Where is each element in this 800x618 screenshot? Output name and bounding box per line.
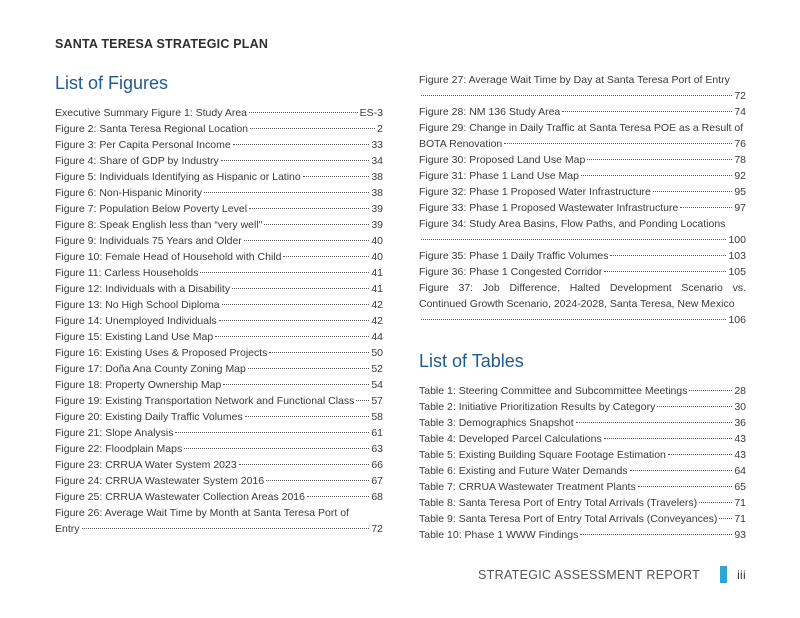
toc-entry-page: 43 <box>734 433 746 445</box>
toc-entry-page: 103 <box>728 250 746 262</box>
toc-entry-page: 105 <box>728 266 746 278</box>
toc-entry-page: 65 <box>734 481 746 493</box>
toc-entry-page: 2 <box>377 123 383 135</box>
dot-leader <box>222 304 370 305</box>
toc-entry[interactable] <box>55 329 383 345</box>
page-number: iii <box>737 567 746 582</box>
dot-leader <box>580 534 732 535</box>
toc-entry-label: Table 6: Existing and Future Water Demands <box>419 465 628 477</box>
toc-entry-page: 58 <box>371 411 383 423</box>
dot-leader <box>250 128 375 129</box>
dot-leader <box>245 416 370 417</box>
toc-entry-label: Figure 36: Phase 1 Congested Corridor <box>419 266 603 278</box>
dot-leader <box>264 224 369 225</box>
toc-entry-page: 54 <box>371 379 383 391</box>
dot-leader <box>200 272 369 273</box>
dot-leader <box>587 159 732 160</box>
dot-leader <box>266 480 369 481</box>
toc-entry-page: 57 <box>371 395 383 407</box>
toc-entry[interactable] <box>55 233 383 249</box>
dot-leader <box>668 454 732 455</box>
toc-entry-label: Table 5: Existing Building Square Footage Estimation <box>419 449 666 461</box>
toc-entry-continuation <box>419 232 746 248</box>
toc-entry[interactable] <box>55 169 383 185</box>
toc-entry-page: 72 <box>734 90 746 102</box>
toc-entry[interactable] <box>55 121 383 137</box>
toc-entry[interactable] <box>55 313 383 329</box>
tables-heading: List of Tables <box>419 351 524 371</box>
dot-leader <box>184 448 369 449</box>
dot-leader <box>175 432 369 433</box>
toc-entry[interactable] <box>419 72 746 104</box>
toc-entry[interactable] <box>419 383 746 399</box>
toc-entry[interactable] <box>419 527 746 543</box>
dot-leader <box>504 143 732 144</box>
toc-entry-page: 72 <box>371 523 383 535</box>
toc-entry-label: Figure 24: CRRUA Wastewater System 2016 <box>55 475 265 487</box>
dot-leader <box>610 255 726 256</box>
toc-entry-label: Figure 31: Phase 1 Land Use Map <box>419 170 579 182</box>
dot-leader <box>219 320 370 321</box>
toc-entry-page: 36 <box>734 417 746 429</box>
toc-entry-label: Figure 13: No High School Diploma <box>55 299 220 311</box>
toc-entry-label: Figure 18: Property Ownership Map <box>55 379 222 391</box>
toc-entry-label: Table 7: CRRUA Wastewater Treatment Plants <box>419 481 636 493</box>
toc-entry[interactable] <box>55 473 383 489</box>
toc-entry[interactable] <box>55 185 383 201</box>
toc-entry-page: 41 <box>371 283 383 295</box>
dot-leader <box>283 256 369 257</box>
toc-entry[interactable] <box>419 248 746 264</box>
dot-leader <box>421 239 726 240</box>
toc-entry-continuation <box>419 136 746 152</box>
dot-leader <box>653 191 732 192</box>
figures-list <box>55 105 383 537</box>
toc-entry-page: 71 <box>734 497 746 509</box>
toc-entry-page: 44 <box>371 331 383 343</box>
toc-entry-label: Figure 32: Phase 1 Proposed Water Infrastructure <box>419 186 651 198</box>
toc-entry-label: Figure 35: Phase 1 Daily Traffic Volumes <box>419 250 609 262</box>
toc-entry-continuation <box>55 521 383 537</box>
dot-leader <box>680 207 732 208</box>
toc-entry-label: Executive Summary Figure 1: Study Area <box>55 107 247 119</box>
toc-entry[interactable] <box>419 216 746 248</box>
toc-entry-page: 40 <box>371 235 383 247</box>
dot-leader <box>581 175 732 176</box>
toc-entry-label: Table 4: Developed Parcel Calculations <box>419 433 602 445</box>
toc-entry-page: 61 <box>371 427 383 439</box>
dot-leader <box>239 464 370 465</box>
toc-entry[interactable] <box>55 265 383 281</box>
toc-entry-label: Figure 11: Carless Households <box>55 267 199 279</box>
toc-entry-label: Figure 25: CRRUA Wastewater Collection Areas 2016 <box>55 491 305 503</box>
toc-entry-page: 78 <box>734 154 746 166</box>
toc-entry[interactable] <box>419 184 746 200</box>
toc-entry[interactable] <box>419 479 746 495</box>
toc-entry[interactable] <box>419 264 746 280</box>
toc-entry[interactable] <box>55 105 383 121</box>
dot-leader <box>82 528 370 529</box>
page-footer <box>478 566 746 583</box>
toc-entry[interactable] <box>419 431 746 447</box>
toc-entry[interactable] <box>419 120 746 152</box>
dot-leader <box>215 336 369 337</box>
dot-leader <box>638 486 733 487</box>
toc-entry[interactable] <box>419 447 746 463</box>
toc-entry-label: Figure 33: Phase 1 Proposed Wastewater Infrastructure <box>419 202 679 214</box>
tables-list <box>419 383 746 543</box>
toc-entry-page: 63 <box>371 443 383 455</box>
toc-entry[interactable] <box>419 415 746 431</box>
toc-entry[interactable] <box>55 281 383 297</box>
dot-leader <box>244 240 370 241</box>
dot-leader <box>232 288 369 289</box>
toc-entry[interactable] <box>419 495 746 511</box>
toc-entry[interactable] <box>419 152 746 168</box>
dot-leader <box>269 352 369 353</box>
toc-entry[interactable] <box>55 217 383 233</box>
toc-entry-page: 66 <box>371 459 383 471</box>
toc-entry-page: 40 <box>371 251 383 263</box>
toc-entry-page: 50 <box>371 347 383 359</box>
toc-entry[interactable] <box>55 137 383 153</box>
toc-entry-label: Figure 28: NM 136 Study Area <box>419 106 561 118</box>
toc-entry-label: Table 10: Phase 1 WWW Findings <box>419 529 579 541</box>
toc-entry-label: Figure 9: Individuals 75 Years and Older <box>55 235 242 247</box>
toc-entry-page: 74 <box>734 106 746 118</box>
toc-entry-label: Figure 4: Share of GDP by Industry <box>55 155 219 167</box>
toc-entry-page: 68 <box>371 491 383 503</box>
dot-leader <box>248 368 369 369</box>
toc-entry-label-cont: BOTA Renovation <box>419 138 503 150</box>
toc-entry-label: Figure 37: Job Difference, Halted Development Scenario vs. Continued Growth Scenario, 2024-2028, Santa Teresa, New Mexico <box>419 282 746 310</box>
toc-entry-label: Figure 27: Average Wait Time by Day at Santa Teresa Port of Entry <box>419 74 730 86</box>
toc-entry[interactable] <box>419 104 746 120</box>
dot-leader <box>223 384 369 385</box>
dot-leader <box>630 470 733 471</box>
toc-entry[interactable] <box>55 409 383 425</box>
toc-entry[interactable] <box>55 153 383 169</box>
toc-entry-label: Figure 15: Existing Land Use Map <box>55 331 214 343</box>
toc-entry[interactable] <box>419 168 746 184</box>
toc-entry[interactable] <box>55 505 383 537</box>
toc-entry-page: 38 <box>371 187 383 199</box>
toc-entry-page: 28 <box>734 385 746 397</box>
toc-entry-page: 41 <box>371 267 383 279</box>
toc-entry-page: 71 <box>734 513 746 525</box>
dot-leader <box>576 422 733 423</box>
toc-entry-page: 42 <box>371 299 383 311</box>
toc-entry-page: 100 <box>728 234 746 246</box>
toc-entry-continuation <box>419 88 746 104</box>
figures-heading: List of Figures <box>55 73 169 93</box>
toc-entry-page: 64 <box>734 465 746 477</box>
toc-entry[interactable] <box>419 280 746 328</box>
right-column <box>419 72 746 543</box>
dot-leader <box>719 518 732 519</box>
dot-leader <box>303 176 370 177</box>
toc-entry-label: Figure 26: Average Wait Time by Month at Santa Teresa Port of <box>55 507 349 519</box>
toc-entry-label: Figure 5: Individuals Identifying as Hispanic or Latino <box>55 171 301 183</box>
toc-entry[interactable] <box>419 399 746 415</box>
toc-entry-label: Table 2: Initiative Prioritization Results by Category <box>419 401 656 413</box>
toc-entry-page: 76 <box>734 138 746 150</box>
toc-entry-label: Figure 22: Floodplain Maps <box>55 443 183 455</box>
footer-accent-bar <box>720 566 727 583</box>
toc-entry[interactable] <box>55 361 383 377</box>
toc-entry-label-cont: Entry <box>55 523 80 535</box>
toc-entry-label: Figure 6: Non-Hispanic Minority <box>55 187 203 199</box>
toc-entry[interactable] <box>55 441 383 457</box>
toc-entry-page: 39 <box>371 203 383 215</box>
toc-entry-page: 30 <box>734 401 746 413</box>
toc-entry[interactable] <box>55 393 383 409</box>
toc-entry-label: Table 9: Santa Teresa Port of Entry Total Arrivals (Conveyances) <box>419 513 718 525</box>
dot-leader <box>699 502 732 503</box>
left-column <box>55 72 383 537</box>
toc-entry[interactable] <box>55 201 383 217</box>
dot-leader <box>689 390 732 391</box>
dot-leader <box>562 111 732 112</box>
toc-entry[interactable] <box>55 377 383 393</box>
toc-entry-continuation <box>419 312 746 328</box>
toc-entry-label: Table 1: Steering Committee and Subcommittee Meetings <box>419 385 688 397</box>
toc-entry-label: Figure 12: Individuals with a Disability <box>55 283 231 295</box>
dot-leader <box>249 208 369 209</box>
toc-entry-label: Figure 30: Proposed Land Use Map <box>419 154 586 166</box>
dot-leader <box>249 112 358 113</box>
toc-entry-page: 39 <box>371 219 383 231</box>
toc-entry-label: Figure 19: Existing Transportation Network and Functional Class <box>55 395 355 407</box>
toc-entry[interactable] <box>55 489 383 505</box>
dot-leader <box>604 271 726 272</box>
toc-entry-page: 93 <box>734 529 746 541</box>
toc-entry-page: 52 <box>371 363 383 375</box>
toc-entry-page: 38 <box>371 171 383 183</box>
toc-entry[interactable] <box>55 297 383 313</box>
toc-entry-page: 67 <box>371 475 383 487</box>
toc-entry-label: Figure 34: Study Area Basins, Flow Paths, and Ponding Locations <box>419 218 726 230</box>
document-header: SANTA TERESA STRATEGIC PLAN <box>55 37 269 51</box>
toc-entry-page: 33 <box>371 139 383 151</box>
toc-entry-label: Figure 2: Santa Teresa Regional Location <box>55 123 249 135</box>
toc-entry-label: Figure 3: Per Capita Personal Income <box>55 139 231 151</box>
dot-leader <box>421 319 726 320</box>
toc-entry-page: 34 <box>371 155 383 167</box>
figures-list-continued <box>419 72 746 328</box>
toc-entry-label: Figure 14: Unemployed Individuals <box>55 315 217 327</box>
toc-entry-label: Figure 10: Female Head of Household with Child <box>55 251 282 263</box>
dot-leader <box>356 400 369 401</box>
toc-entry-label: Figure 7: Population Below Poverty Level <box>55 203 248 215</box>
toc-entry-page: 92 <box>734 170 746 182</box>
footer-report-title: STRATEGIC ASSESSMENT REPORT <box>478 567 701 582</box>
toc-entry-label: Figure 16: Existing Uses & Proposed Projects <box>55 347 268 359</box>
dot-leader <box>657 406 732 407</box>
dot-leader <box>604 438 733 439</box>
toc-entry[interactable] <box>55 425 383 441</box>
toc-entry-page: ES-3 <box>359 107 383 119</box>
toc-entry[interactable] <box>55 249 383 265</box>
toc-entry-label: Figure 17: Doña Ana County Zoning Map <box>55 363 246 375</box>
toc-entry[interactable] <box>419 511 746 527</box>
dot-leader <box>233 144 370 145</box>
dot-leader <box>307 496 369 497</box>
toc-entry[interactable] <box>419 200 746 216</box>
dot-leader <box>421 95 732 96</box>
toc-entry-label: Table 3: Demographics Snapshot <box>419 417 574 429</box>
dot-leader <box>221 160 370 161</box>
dot-leader <box>204 192 369 193</box>
toc-entry-label: Figure 8: Speak English less than “very well" <box>55 219 263 231</box>
toc-entry-label: Figure 23: CRRUA Water System 2023 <box>55 459 237 471</box>
toc-entry-page: 95 <box>734 186 746 198</box>
toc-entry[interactable] <box>55 345 383 361</box>
toc-entry-page: 97 <box>734 202 746 214</box>
toc-entry[interactable] <box>419 463 746 479</box>
toc-entry-page: 42 <box>371 315 383 327</box>
toc-entry-label: Figure 29: Change in Daily Traffic at Santa Teresa POE as a Result of <box>419 122 744 134</box>
toc-entry-label: Table 8: Santa Teresa Port of Entry Total Arrivals (Travelers) <box>419 497 698 509</box>
toc-entry-label: Figure 21: Slope Analysis <box>55 427 174 439</box>
toc-entry[interactable] <box>55 457 383 473</box>
toc-entry-page: 106 <box>728 314 746 326</box>
toc-entry-label: Figure 20: Existing Daily Traffic Volumes <box>55 411 243 423</box>
toc-entry-page: 43 <box>734 449 746 461</box>
